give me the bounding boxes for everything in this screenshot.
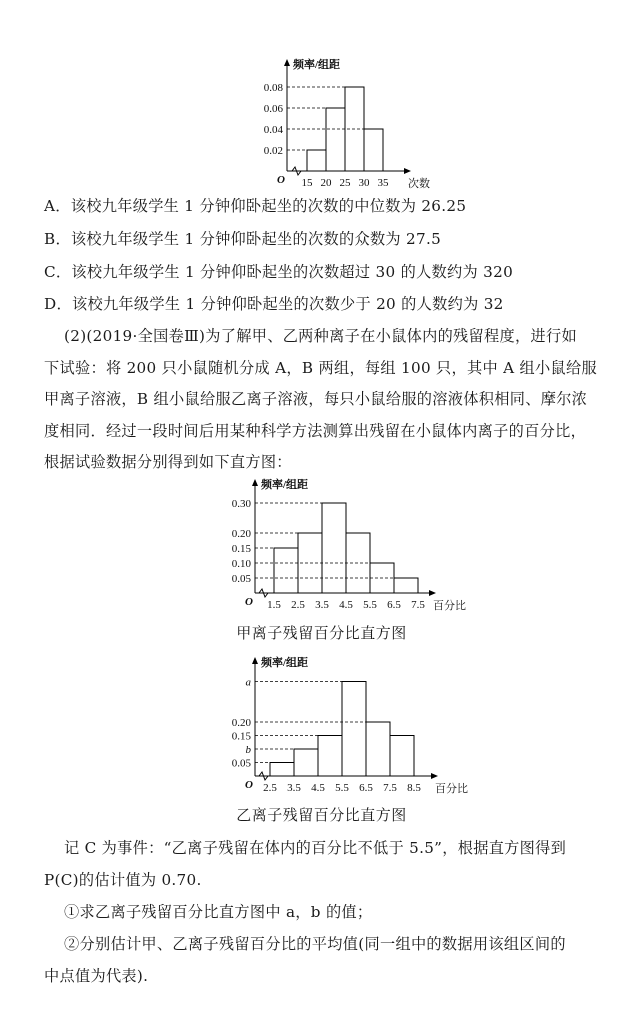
- x-axis-arrow: [404, 168, 411, 174]
- histogram-situps-svg: [240, 58, 430, 188]
- x-axis-label: 百分比: [433, 600, 466, 612]
- histogram-bar: [342, 682, 366, 777]
- y-tick-label: 0.15: [231, 730, 251, 743]
- y-tick-label: 0.04: [263, 124, 283, 136]
- conclusion-line-2: P(C)的估计值为 0.70.: [44, 871, 202, 889]
- x-tick-label: 4.5: [311, 782, 325, 794]
- y-tick-label: 0.08: [263, 82, 283, 94]
- histogram-bar: [307, 150, 326, 171]
- y-tick-label: 0.20: [231, 717, 251, 729]
- caption-ion-b: 乙离子残留百分比直方图: [236, 806, 407, 824]
- y-tick-label: 0.06: [263, 103, 283, 115]
- x-tick-label: 7.5: [411, 599, 425, 611]
- x-tick-label: 7.5: [383, 782, 397, 794]
- question-1: ①求乙离子残留百分比直方图中 a，b 的值；: [64, 903, 373, 921]
- option-d: D．该校九年级学生 1 分钟仰卧起坐的次数少于 20 的人数约为 32: [44, 295, 504, 313]
- y-axis-arrow: [252, 479, 258, 486]
- histogram-bar: [326, 108, 345, 171]
- x-axis-label: 百分比: [435, 783, 468, 795]
- x-tick-label: 2.5: [291, 599, 305, 611]
- x-tick-label: 25: [339, 177, 351, 189]
- y-axis-label: 频率/组距: [261, 479, 309, 491]
- y-tick-label: 0.15: [231, 543, 251, 555]
- y-tick-label: 0.30: [231, 498, 251, 510]
- question-2-line-2: 中点值为代表).: [44, 967, 149, 985]
- question-2-line-1: ②分别估计甲、乙离子残留百分比的平均值(同一组中的数据用该组区间的: [64, 935, 566, 953]
- x-tick-label: 2.5: [263, 782, 277, 794]
- origin-label: O: [277, 174, 285, 186]
- x-tick-label: 3.5: [287, 782, 301, 794]
- histogram-situps: [240, 58, 430, 188]
- x-tick-label: 20: [320, 177, 332, 189]
- problem2-line-3: 甲离子溶液，B 组小鼠给服乙离子溶液，每只小鼠给服的溶液体积相同、摩尔浓: [44, 390, 588, 408]
- x-tick-label: 8.5: [407, 782, 421, 794]
- x-tick-label: 5.5: [363, 599, 377, 611]
- y-axis-arrow: [284, 59, 290, 66]
- y-axis-label: 频率/组距: [261, 657, 309, 669]
- histogram-bar: [294, 749, 318, 776]
- problem2-line-5: 根据试验数据分别得到如下直方图：: [44, 453, 292, 471]
- conclusion-line-1: 记 C 为事件：“乙离子残留在体内的百分比不低于 5.5”，根据直方图得到: [64, 839, 567, 857]
- option-a: A．该校九年级学生 1 分钟仰卧起坐的次数的中位数为 26.25: [44, 197, 467, 215]
- histogram-bar: [394, 578, 418, 593]
- histogram-ion-b-svg: [225, 656, 475, 796]
- problem2-line-2: 下试验：将 200 只小鼠随机分成 A，B 两组，每组 100 只，其中 A 组小鼠给服: [44, 359, 597, 377]
- histogram-ion-a: [225, 478, 475, 613]
- x-tick-label: 4.5: [339, 599, 353, 611]
- x-tick-label: 5.5: [335, 782, 349, 794]
- x-tick-label: 35: [377, 177, 389, 189]
- caption-ion-a: 甲离子残留百分比直方图: [236, 624, 407, 642]
- x-tick-label: 6.5: [387, 599, 401, 611]
- y-tick-label: a: [245, 676, 251, 689]
- histogram-ion-a-svg: [225, 478, 475, 613]
- origin-label: O: [245, 779, 253, 791]
- histogram-bar: [366, 722, 390, 776]
- histogram-bar: [270, 763, 294, 777]
- y-axis-label: 频率/组距: [293, 59, 341, 71]
- x-axis-arrow: [429, 590, 436, 596]
- origin-label: O: [245, 596, 253, 608]
- option-b: B．该校九年级学生 1 分钟仰卧起坐的次数的众数为 27.5: [44, 230, 442, 248]
- option-c: C．该校九年级学生 1 分钟仰卧起坐的次数超过 30 的人数约为 320: [44, 263, 514, 281]
- histogram-bar: [322, 503, 346, 593]
- y-tick-label: 0.20: [231, 528, 251, 540]
- x-tick-label: 6.5: [359, 782, 373, 794]
- y-tick-label: 0.05: [231, 757, 251, 770]
- histogram-ion-b: [225, 656, 475, 796]
- y-tick-label: b: [245, 744, 251, 756]
- y-tick-label: 0.02: [263, 145, 283, 157]
- problem2-line-4: 度相同．经过一段时间后用某种科学方法测算出残留在小鼠体内离子的百分比，: [44, 422, 587, 440]
- histogram-bar: [274, 548, 298, 593]
- y-axis-arrow: [252, 657, 258, 664]
- y-tick-label: 0.05: [231, 573, 251, 585]
- x-tick-label: 1.5: [267, 599, 281, 611]
- x-tick-label: 15: [301, 177, 313, 189]
- histogram-bar: [364, 129, 383, 171]
- x-axis-arrow: [431, 773, 438, 779]
- y-tick-label: 0.10: [231, 558, 251, 570]
- x-tick-label: 3.5: [315, 599, 329, 611]
- histogram-bar: [390, 736, 414, 777]
- problem2-line-1: (2)(2019·全国卷Ⅲ)为了解甲、乙两种离子在小鼠体内的残留程度，进行如: [64, 327, 577, 345]
- x-axis-label: 次数: [408, 178, 430, 190]
- histogram-bar: [318, 736, 342, 777]
- x-tick-label: 30: [358, 177, 370, 189]
